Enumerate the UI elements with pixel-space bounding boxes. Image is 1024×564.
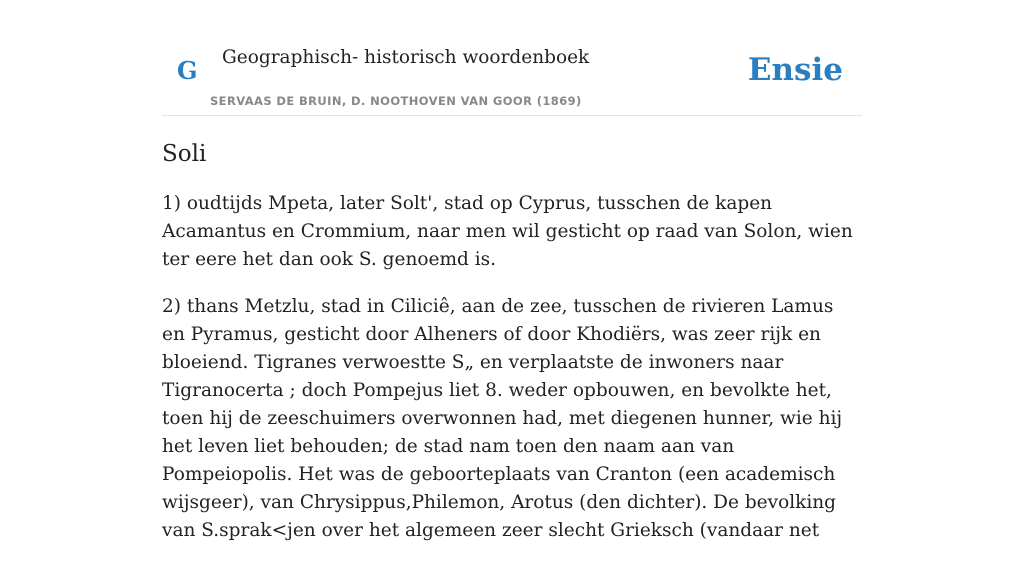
- book-authors: SERVAAS DE BRUIN, D. NOOTHOVEN VAN GOOR (1869): [210, 94, 582, 108]
- ensie-logo[interactable]: Ensie: [747, 52, 843, 88]
- book-logo-icon[interactable]: G: [177, 56, 198, 85]
- entry-title: Soli: [162, 141, 207, 167]
- entry-paragraph-1: 1) oudtijds Mpeta, later Solt', stad op Cyprus, tusschen de kapen Acamantus en Crommium, naar men wil gesticht op raad van Solon, wien ter eere het dan ook S. genoemd is.: [162, 193, 853, 270]
- book-title[interactable]: Geographisch- historisch woordenboek: [222, 47, 590, 68]
- entry-paragraph-2: 2) thans Metzlu, stad in Ciliciê, aan de zee, tusschen de rivieren Lamus en Pyramus, gesticht door Alheners of door Khodiërs, was zeer rijk en bloeiend. Tigranes verwoestte S„ en verplaatste de inwoners naar Tigranocerta ; doch Pompejus liet 8. weder opbouwen, en bevolkte het, toen hij de zeeschuimers overwonnen had, met diegenen hunner, wie hij het leven liet behouden; de stad nam toen den naam aan van Pompeiopolis. Het was de geboorteplaats van Cranton (een academisch wijsgeer), van Chrysippus,Philemon, Arotus (den dichter). De bevolking van S.sprak<jen over het algemeen zeer slecht Grieksch (vandaar net: [162, 296, 843, 541]
- entry-content: [162, 138, 862, 564]
- header: [162, 40, 862, 116]
